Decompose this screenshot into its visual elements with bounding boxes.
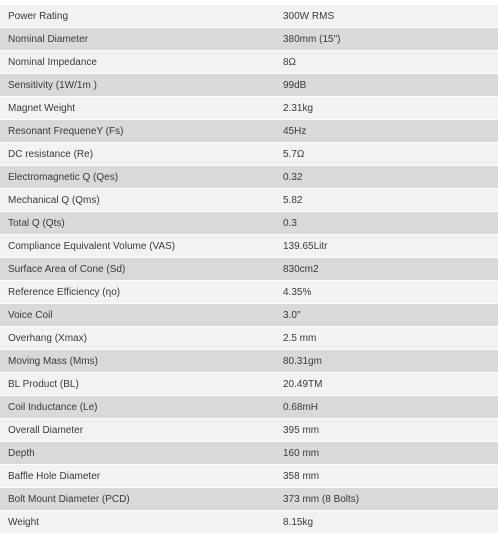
table-row (0, 442, 498, 465)
spec-value: 80.31gm (277, 350, 498, 373)
table-row (0, 488, 498, 511)
table-row (0, 373, 498, 396)
spec-label: Overhang (Xmax) (0, 327, 277, 350)
specifications-table-body (0, 5, 498, 534)
spec-label: Nominal Impedance (0, 51, 277, 74)
table-row (0, 74, 498, 97)
spec-label: BL Product (BL) (0, 373, 277, 396)
spec-value: 3.0" (277, 304, 498, 327)
table-row (0, 419, 498, 442)
specifications-table (0, 5, 498, 534)
table-row (0, 5, 498, 28)
spec-label: Baffle Hole Diameter (0, 465, 277, 488)
spec-value: 830cm2 (277, 258, 498, 281)
spec-value: 300W RMS (277, 5, 498, 28)
spec-value: 160 mm (277, 442, 498, 465)
spec-value: 4.35% (277, 281, 498, 304)
spec-value: 358 mm (277, 465, 498, 488)
spec-label: Bolt Mount Diameter (PCD) (0, 488, 277, 511)
table-row (0, 235, 498, 258)
table-row (0, 304, 498, 327)
spec-label: Mechanical Q (Qms) (0, 189, 277, 212)
spec-label: Overall Diameter (0, 419, 277, 442)
spec-label: Moving Mass (Mms) (0, 350, 277, 373)
table-row (0, 120, 498, 143)
table-row (0, 51, 498, 74)
table-row (0, 28, 498, 51)
spec-value: 2.31kg (277, 97, 498, 120)
spec-label: Total Q (Qts) (0, 212, 277, 235)
spec-value: 0.32 (277, 166, 498, 189)
spec-label: Compliance Equivalent Volume (VAS) (0, 235, 277, 258)
spec-value: 20.49TM (277, 373, 498, 396)
table-row (0, 327, 498, 350)
spec-value: 8Ω (277, 51, 498, 74)
table-row (0, 281, 498, 304)
table-row (0, 212, 498, 235)
spec-label: Resonant FrequeneY (Fs) (0, 120, 277, 143)
spec-value: 139.65Litr (277, 235, 498, 258)
spec-value: 45Hz (277, 120, 498, 143)
table-row (0, 258, 498, 281)
spec-value: 0.3 (277, 212, 498, 235)
table-row (0, 350, 498, 373)
table-row (0, 166, 498, 189)
spec-label: Sensitivity (1W/1m ) (0, 74, 277, 97)
spec-label: Voice Coil (0, 304, 277, 327)
spec-value: 5.82 (277, 189, 498, 212)
spec-value: 0.68mH (277, 396, 498, 419)
table-row (0, 143, 498, 166)
spec-value: 395 mm (277, 419, 498, 442)
spec-value: 380mm (15") (277, 28, 498, 51)
spec-label: Magnet Weight (0, 97, 277, 120)
table-row (0, 97, 498, 120)
spec-value: 8.15kg (277, 511, 498, 534)
spec-label: Electromagnetic Q (Qes) (0, 166, 277, 189)
table-row (0, 189, 498, 212)
table-row (0, 396, 498, 419)
table-row (0, 511, 498, 534)
spec-label: Reference Efficiency (ηo) (0, 281, 277, 304)
spec-label: Nominal Diameter (0, 28, 277, 51)
spec-value: 2.5 mm (277, 327, 498, 350)
spec-value: 99dB (277, 74, 498, 97)
spec-label: DC resistance (Re) (0, 143, 277, 166)
spec-value: 373 mm (8 Bolts) (277, 488, 498, 511)
spec-label: Depth (0, 442, 277, 465)
spec-label: Coil Inductance (Le) (0, 396, 277, 419)
spec-label: Power Rating (0, 5, 277, 28)
spec-value: 5.7Ω (277, 143, 498, 166)
spec-label: Surface Area of Cone (Sd) (0, 258, 277, 281)
spec-label: Weight (0, 511, 277, 534)
table-row (0, 465, 498, 488)
